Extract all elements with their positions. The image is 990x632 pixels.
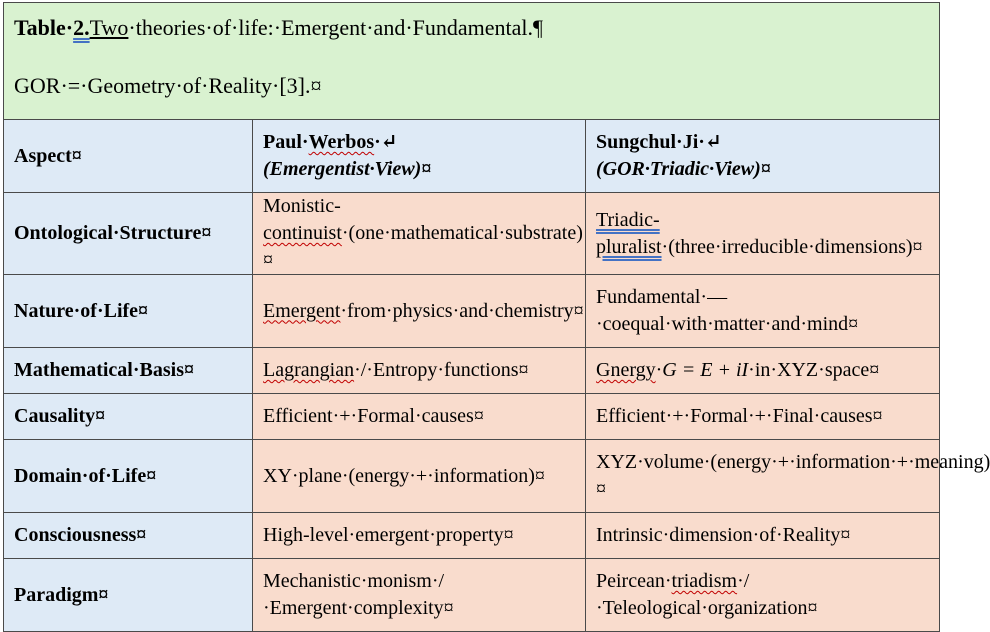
- werbos-cell[interactable]: High-level·emergent·property¤: [253, 513, 586, 559]
- cell-text: ·: [655, 359, 663, 381]
- table-caption[interactable]: [4, 3, 940, 120]
- cell-text-flagged: Triadic-pluralist: [596, 208, 662, 258]
- table-row: [4, 394, 940, 440]
- caption-label: Table·: [14, 15, 74, 40]
- cell-text: ·/·Teleological·organization¤: [596, 570, 818, 619]
- table-row: [4, 513, 940, 559]
- aspect-cell[interactable]: Consciousness¤: [4, 513, 253, 559]
- header-ji-name: Sungchul·Ji·↵: [596, 131, 722, 153]
- aspect-cell[interactable]: Nature·of·Life¤: [4, 275, 253, 348]
- header-werbos-view-text: (Emergentist·View): [263, 158, 422, 180]
- header-ji-view-text: (GOR·Triadic·View): [596, 158, 761, 180]
- caption-word-two: Two: [89, 15, 129, 40]
- header-werbos-break: ·↵: [374, 131, 398, 153]
- caption-gor-note: GOR·=·Geometry·of·Reality·[3].¤: [14, 73, 322, 98]
- header-row: [4, 120, 940, 193]
- table-row: [4, 348, 940, 394]
- table-row: [4, 193, 940, 275]
- gnergy-equation: G = E + iI: [662, 359, 749, 381]
- table-row: [4, 275, 940, 348]
- werbos-cell[interactable]: Efficient·+·Formal·causes¤: [253, 394, 586, 440]
- header-werbos-cell[interactable]: [253, 120, 586, 193]
- header-werbos-last: Werbos: [308, 131, 375, 153]
- cell-text-flagged: Gnergy: [596, 359, 656, 381]
- cell-text-flagged: Lagrangian: [263, 359, 355, 381]
- caption-row: [4, 3, 940, 120]
- document-table-region: [3, 2, 990, 632]
- cell-text: Monistic-: [263, 195, 341, 217]
- header-werbos-first: Paul·: [263, 131, 309, 153]
- cell-end-mark: ¤: [760, 158, 771, 180]
- header-ji-cell[interactable]: [586, 120, 940, 193]
- aspect-cell[interactable]: Mathematical·Basis¤: [4, 348, 253, 394]
- header-aspect-cell[interactable]: [4, 120, 253, 193]
- ji-cell[interactable]: [586, 348, 940, 394]
- werbos-cell[interactable]: [253, 275, 586, 348]
- aspect-cell[interactable]: Domain·of·Life¤: [4, 440, 253, 513]
- table-row: [4, 440, 940, 513]
- cell-text: ·(one·mathematical·substrate)¤: [263, 222, 583, 271]
- cell-text: ·/·Entropy·functions¤: [354, 359, 529, 381]
- header-werbos-name: [263, 129, 577, 156]
- cell-end-mark: ¤: [71, 144, 82, 167]
- cell-text: ·(three·irreducible·dimensions)¤: [661, 235, 923, 258]
- ji-cell[interactable]: [586, 559, 940, 632]
- werbos-cell[interactable]: XY·plane·(energy·+·information)¤: [253, 440, 586, 513]
- cell-text: Peircean·: [596, 570, 672, 592]
- ji-cell[interactable]: Efficient·+·Formal·+·Final·causes¤: [586, 394, 940, 440]
- caption-title: [14, 13, 929, 42]
- header-ji-view: [596, 156, 931, 183]
- header-werbos-view: [263, 156, 577, 183]
- caption-rest: ·theories·of·life:·Emergent·and·Fundamental.¶: [128, 15, 543, 40]
- cell-text-flagged: continuist: [263, 222, 342, 244]
- ji-cell[interactable]: [586, 193, 940, 275]
- cell-text: ·from·physics·and·chemistry¤: [340, 299, 584, 322]
- aspect-cell[interactable]: Paradigm¤: [4, 559, 253, 632]
- cell-end-mark: ¤: [421, 158, 432, 180]
- aspect-cell[interactable]: Ontological·Structure¤: [4, 193, 253, 275]
- theories-table: [3, 2, 990, 632]
- ji-cell[interactable]: Intrinsic·dimension·of·Reality¤: [586, 513, 940, 559]
- table-row: [4, 559, 940, 632]
- cell-text-flagged: triadism: [671, 570, 738, 592]
- werbos-cell[interactable]: [253, 348, 586, 394]
- werbos-cell[interactable]: Mechanistic·monism·/·Emergent·complexity¤: [253, 559, 586, 632]
- ji-cell[interactable]: XYZ·volume·(energy·+·information·+·meaning)¤: [586, 440, 940, 513]
- header-aspect-label: Aspect: [14, 144, 72, 167]
- werbos-cell[interactable]: [253, 193, 586, 275]
- ji-cell[interactable]: Fundamental·—·coequal·with·matter·and·mind¤: [586, 275, 940, 348]
- cell-text: ·in·XYZ·space¤: [748, 359, 880, 381]
- aspect-cell[interactable]: Causality¤: [4, 394, 253, 440]
- cell-text-flagged: Emergent: [263, 299, 341, 322]
- caption-number: 2.: [73, 15, 90, 40]
